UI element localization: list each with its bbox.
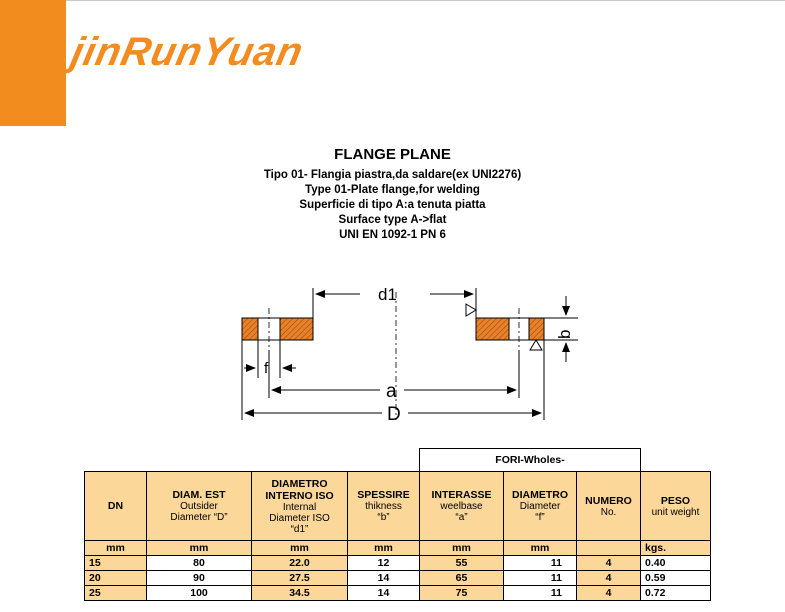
column-header-row bbox=[85, 472, 711, 541]
units-row: mm mm mm mm mm mm kgs. bbox=[85, 541, 711, 556]
holes-group-header: FORI-Wholes- bbox=[420, 449, 641, 472]
flange-spec-table bbox=[84, 448, 711, 601]
subtitle-italian: Tipo 01- Flangia piastra,da saldare(ex UNI2276) bbox=[263, 169, 522, 181]
dimension-a-label: a bbox=[386, 381, 397, 402]
brand-logo: jinRunYuan bbox=[67, 30, 308, 74]
dimension-f-label: f bbox=[264, 360, 269, 377]
col-header-wheelbase: INTERASSE weelbase “a” bbox=[420, 472, 504, 541]
table-row: 20 90 27.5 14 65 11 4 0.59 bbox=[85, 571, 711, 586]
table-row: 15 80 22.0 12 55 11 4 0.40 bbox=[85, 556, 711, 571]
document-title: FLANGE PLANE bbox=[334, 146, 451, 163]
col-header-dn: DN bbox=[85, 472, 147, 541]
subtitle-english: Type 01-Plate flange,for welding bbox=[305, 184, 480, 196]
surface-italian: Superficie di tipo A:a tenuta piatta bbox=[299, 199, 486, 211]
col-header-weight: PESO unit weight bbox=[641, 472, 711, 541]
flange-right-section bbox=[476, 318, 544, 340]
col-header-outside-diameter: DIAM. EST Outsider Diameter “D” bbox=[147, 472, 252, 541]
flange-left-section bbox=[242, 318, 313, 340]
dimension-b-label: b bbox=[555, 329, 574, 339]
col-header-hole-diameter: DIAMETRO Diameter “f” bbox=[504, 472, 577, 541]
dimension-D-label: D bbox=[387, 404, 401, 425]
dimension-f bbox=[244, 340, 296, 378]
table-row: 25 100 34.5 14 75 11 4 0.72 bbox=[85, 586, 711, 601]
surface-english: Surface type A->flat bbox=[338, 214, 447, 226]
col-header-thickness: SPESSIRE thikness “b” bbox=[348, 472, 420, 541]
dimension-d1-label: d1 bbox=[378, 285, 397, 304]
col-header-internal-diameter: DIAMETRO INTERNO ISO Internal Diameter ISO “d1” bbox=[252, 472, 348, 541]
col-header-hole-number: NUMERO No. bbox=[577, 472, 641, 541]
standard-reference: UNI EN 1092-1 PN 6 bbox=[339, 229, 446, 241]
